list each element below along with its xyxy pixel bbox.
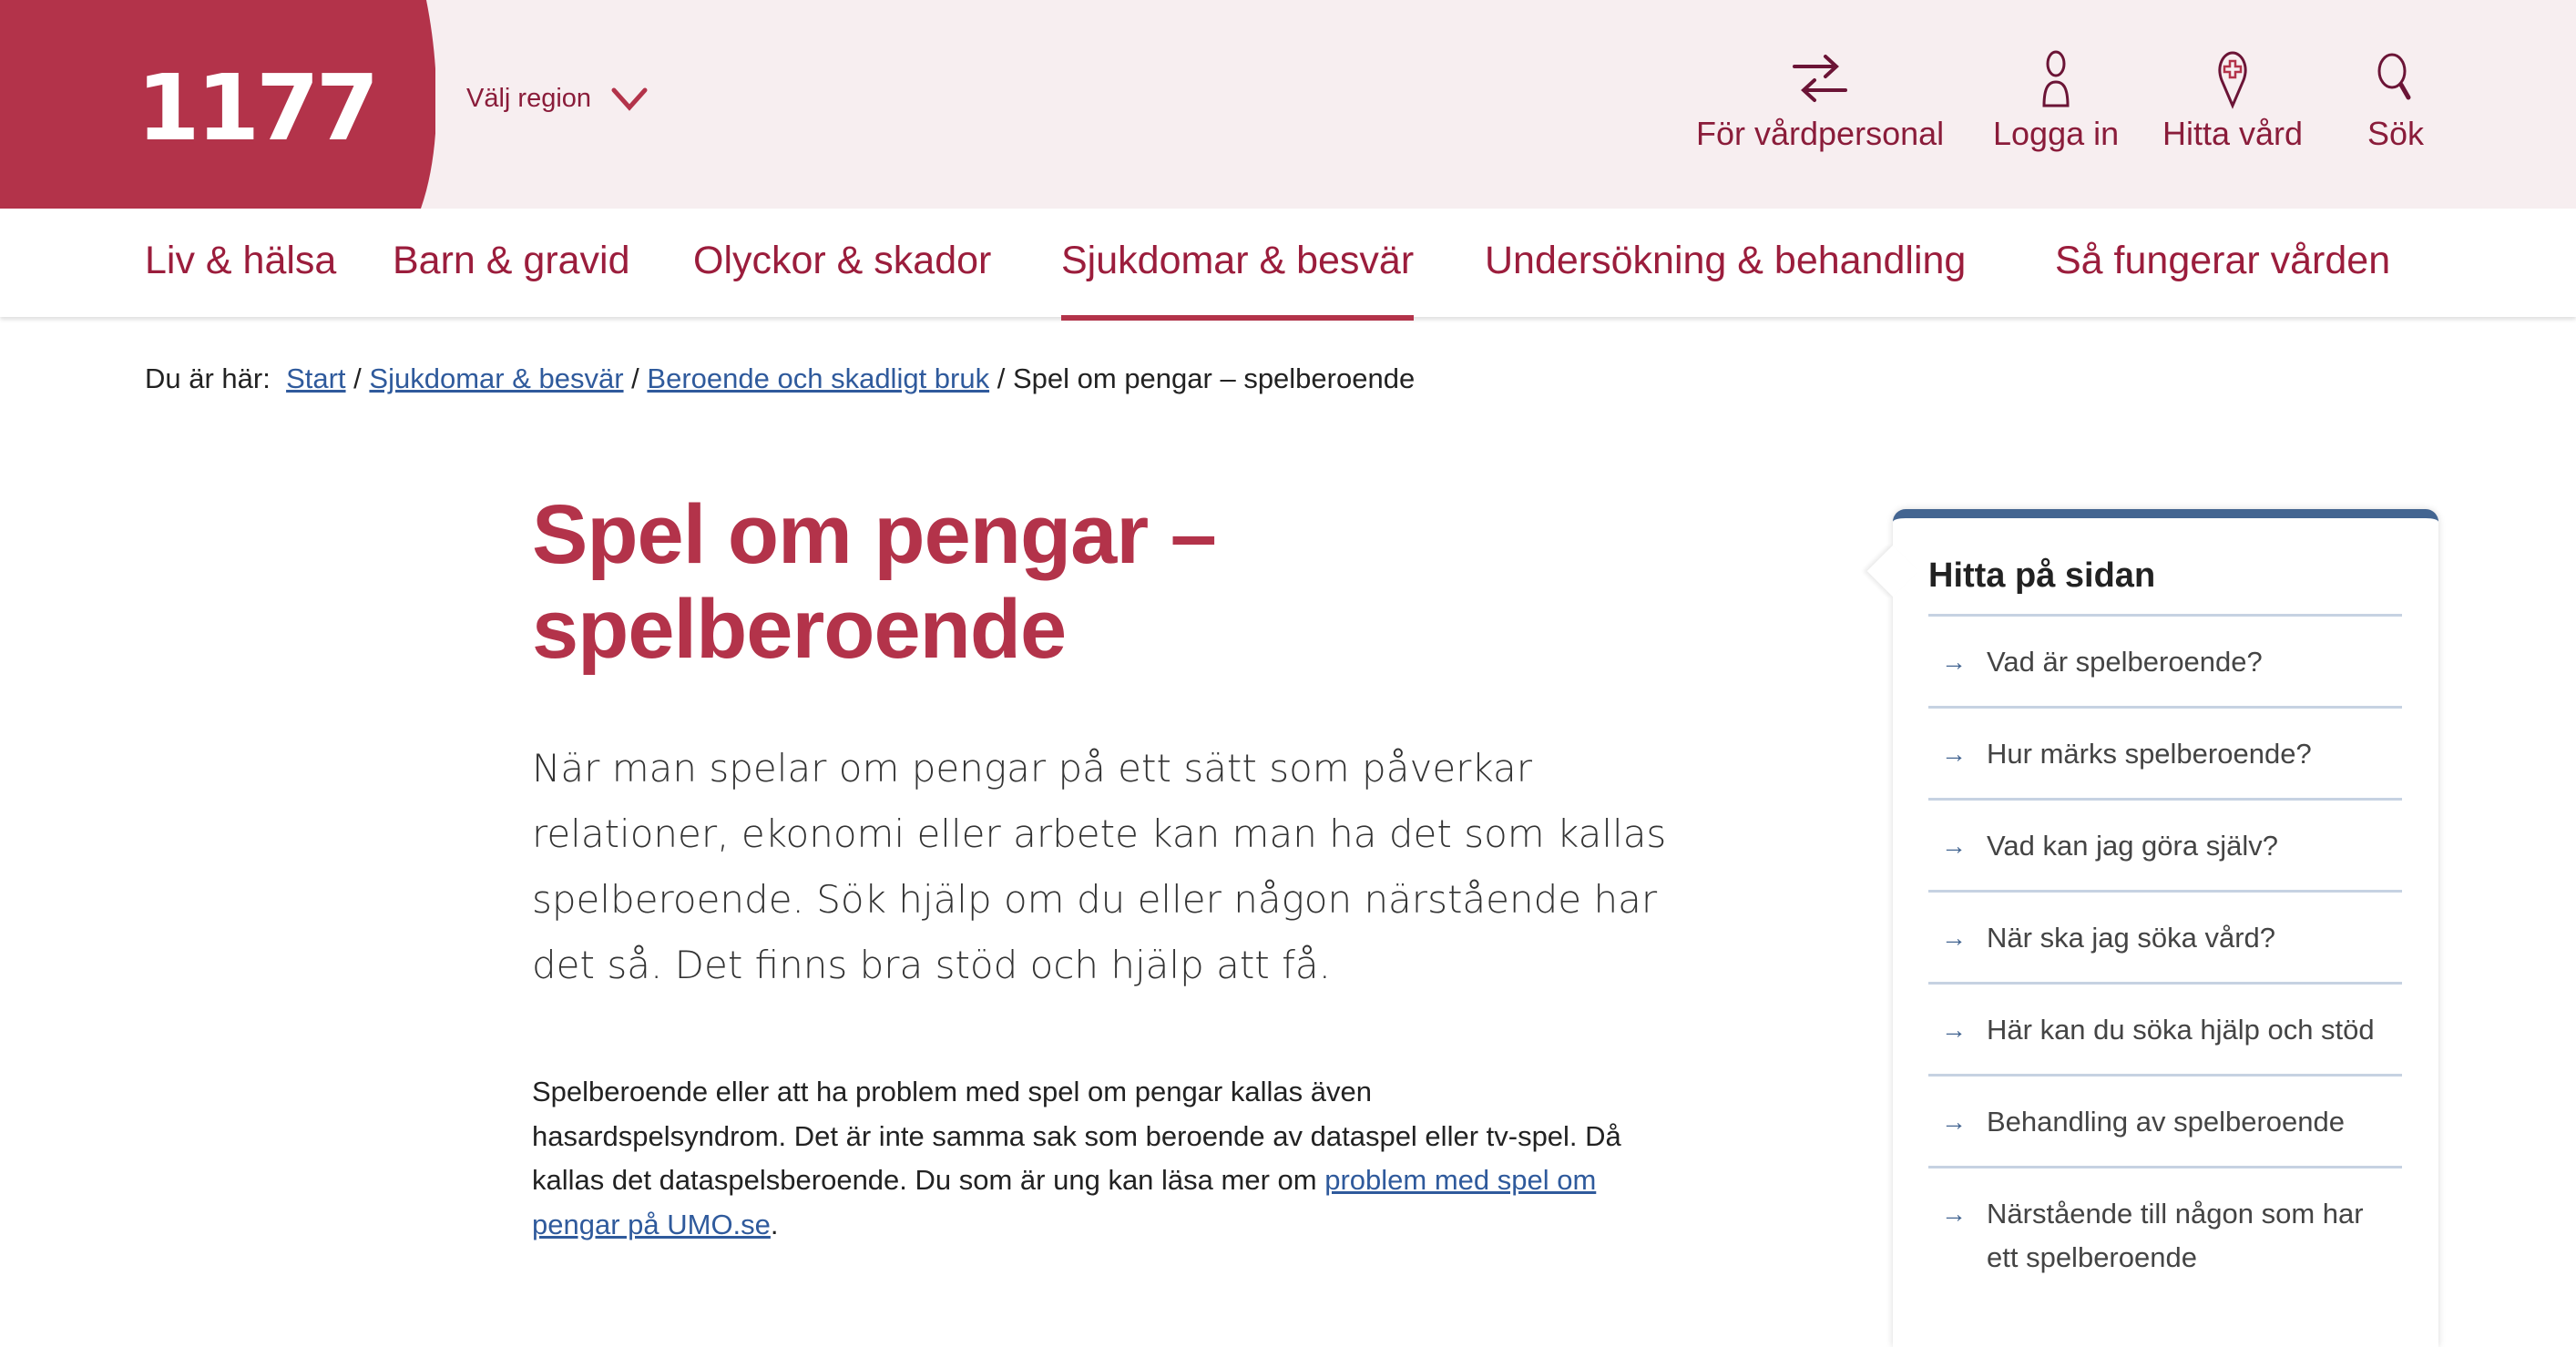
sok-button[interactable] <box>2361 47 2430 153</box>
tool-label: Sök <box>2366 115 2425 152</box>
breadcrumb-separator: / <box>353 362 362 394</box>
toc-item-label: Här kan du söka hjälp och stöd <box>1987 1014 2375 1046</box>
tool-label: För vårdpersonal <box>1696 115 1945 152</box>
toc-item[interactable] <box>1928 706 2402 798</box>
toc-item[interactable] <box>1928 614 2402 706</box>
nav-undersokning-behandling[interactable]: Undersökning & behandling <box>1485 239 1967 282</box>
umo-link[interactable]: problem med spel om pengar på UMO.se <box>532 1164 1597 1240</box>
breadcrumb-separator: / <box>997 362 1006 394</box>
site-header <box>0 0 2576 209</box>
toc-item[interactable] <box>1928 890 2402 982</box>
toc-item-label: Behandling av spelberoende <box>1987 1106 2345 1138</box>
arrow-right-icon: → <box>1941 740 1967 768</box>
breadcrumb-start[interactable]: Start <box>286 362 346 394</box>
logo-1177[interactable]: 1177 <box>137 55 376 161</box>
tool-label: Hitta vård <box>2162 115 2304 152</box>
map-pin-cross-icon <box>2198 47 2267 109</box>
body-paragraph <box>532 1070 1625 1247</box>
arrow-right-icon: → <box>1941 1199 1967 1228</box>
arrow-right-icon: → <box>1941 1015 1967 1044</box>
toc-item[interactable] <box>1928 1166 2402 1301</box>
breadcrumb-current: Spel om pengar – spelberoende <box>1012 362 1416 394</box>
arrow-right-icon: → <box>1941 648 1967 676</box>
nav-liv-halsa[interactable]: Liv & hälsa <box>145 239 337 282</box>
arrow-right-icon: → <box>1941 924 1967 952</box>
tool-label: Logga in <box>1993 115 2120 152</box>
nav-barn-gravid[interactable]: Barn & gravid <box>393 239 630 282</box>
breadcrumb-beroende[interactable]: Beroende och skadligt bruk <box>647 362 990 394</box>
swap-arrows-icon <box>1785 47 1855 109</box>
breadcrumb-prefix: Du är här: <box>145 362 271 394</box>
for-vardpersonal-button[interactable] <box>1696 47 1944 153</box>
lead-paragraph: När man spelar om pengar på ett sätt som påverkar relationer, ekonomi eller arbete kan man ha det som kallas spelberoende. Sök hjälp om du eller någon närstående har det så. Det finns bra stöd och hjälp att få. <box>532 746 1667 987</box>
arrow-right-icon: → <box>1941 832 1967 860</box>
toc-item[interactable] <box>1928 798 2402 890</box>
toc-pointer <box>1867 546 1919 597</box>
toc-item-label: Hur märks spelberoende? <box>1987 738 2312 770</box>
arrow-right-icon: → <box>1941 1107 1967 1136</box>
region-selector[interactable] <box>466 84 648 114</box>
body-end: . <box>770 1208 779 1240</box>
toc-item[interactable] <box>1928 1074 2402 1166</box>
toc-item-label: När ska jag söka vård? <box>1987 922 2276 954</box>
toc-title: Hitta på sidan <box>1928 556 2156 595</box>
toc-item-label: Närstående till någon som har ett spelberoende <box>1987 1198 2364 1273</box>
body-text: Spelberoende eller att ha problem med spel om pengar kallas även hasardspelsyndrom. Det är inte samma sak som beroende av dataspel eller tv-spel. Då kallas det dataspelsberoende. Du som är ung kan läsa mer om <box>532 1076 1621 1196</box>
nav-olyckor-skador[interactable]: Olyckor & skador <box>693 239 992 282</box>
nav-sa-fungerar-varden[interactable]: Så fungerar vården <box>2055 239 2391 282</box>
logga-in-button[interactable] <box>1993 47 2119 153</box>
toc-item-label: Vad är spelberoende? <box>1987 646 2263 678</box>
breadcrumb-separator: / <box>631 362 639 394</box>
chevron-down-icon <box>611 87 648 111</box>
main-nav <box>0 209 2576 317</box>
toc-item[interactable] <box>1928 982 2402 1074</box>
toc-item-label: Vad kan jag göra själv? <box>1987 830 2278 862</box>
search-icon <box>2361 47 2430 109</box>
user-icon <box>2021 47 2090 109</box>
breadcrumb <box>145 362 1415 395</box>
nav-sjukdomar-besvar[interactable]: Sjukdomar & besvär <box>1061 239 1415 282</box>
page-title: Spel om pengar – spelberoende <box>532 488 1216 676</box>
breadcrumb-sjukdomar[interactable]: Sjukdomar & besvär <box>369 362 624 394</box>
region-label: Välj region <box>466 84 592 113</box>
table-of-contents <box>1893 509 2438 1347</box>
hitta-vard-button[interactable] <box>2162 47 2303 153</box>
